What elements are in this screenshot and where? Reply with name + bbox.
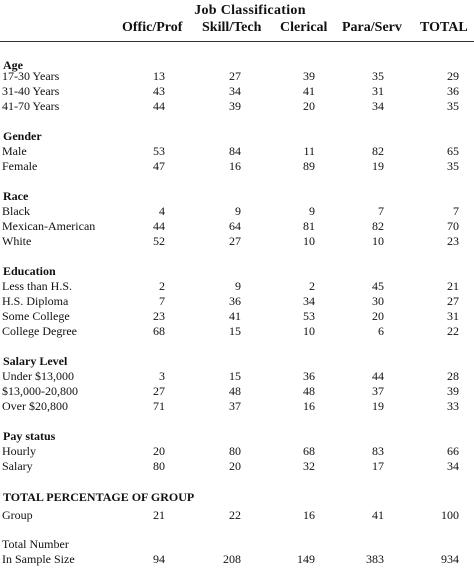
cell-skill-tech: 15	[229, 324, 241, 338]
cell-skill-tech: 16	[229, 159, 241, 173]
cell-total: 35	[447, 99, 459, 113]
cell-para-serv: 82	[372, 144, 384, 158]
row-label: Over $20,800	[2, 399, 68, 413]
cell-para-serv: 17	[372, 459, 384, 473]
cell-para-serv: 34	[372, 99, 384, 113]
cell-skill-tech: 208	[223, 552, 241, 566]
cell-offic-prof: 44	[153, 99, 165, 113]
cell-offic-prof: 20	[153, 444, 165, 458]
cell-offic-prof: 44	[153, 219, 165, 233]
cell-para-serv: 41	[372, 508, 384, 522]
column-header-clerical: Clerical	[280, 20, 328, 35]
cell-clerical: 2	[309, 279, 315, 293]
cell-total: 39	[447, 384, 459, 398]
table-row	[0, 84, 474, 100]
cell-total: 66	[447, 444, 459, 458]
table-title: Job Classification	[194, 3, 306, 18]
cell-para-serv: 6	[378, 324, 384, 338]
cell-clerical: 9	[309, 204, 315, 218]
row-label: 17-30 Years	[2, 69, 60, 83]
cell-para-serv: 31	[372, 84, 384, 98]
cell-offic-prof: 71	[153, 399, 165, 413]
cell-total: 29	[447, 69, 459, 83]
cell-skill-tech: 39	[229, 99, 241, 113]
cell-clerical: 16	[303, 508, 315, 522]
cell-para-serv: 7	[378, 204, 384, 218]
cell-offic-prof: 2	[159, 279, 165, 293]
section-title-race: Race	[3, 189, 29, 203]
cell-offic-prof: 53	[153, 144, 165, 158]
table-row	[0, 294, 474, 310]
table-row	[0, 444, 474, 460]
cell-offic-prof: 13	[153, 69, 165, 83]
cell-total: 28	[447, 369, 459, 383]
column-header-total: TOTAL	[420, 20, 468, 35]
section-title-education: Education	[3, 264, 56, 278]
table-row	[0, 219, 474, 235]
cell-total: 23	[447, 234, 459, 248]
cell-para-serv: 30	[372, 294, 384, 308]
table-row	[0, 309, 474, 325]
column-header-para-serv: Para/Serv	[342, 20, 402, 35]
row-label: Black	[2, 204, 30, 218]
cell-total: 7	[453, 204, 459, 218]
cell-total: 34	[447, 459, 459, 473]
table-row	[0, 369, 474, 385]
cell-clerical: 81	[303, 219, 315, 233]
row-label: College Degree	[2, 324, 77, 338]
table-row	[0, 399, 474, 415]
cell-clerical: 11	[303, 144, 315, 158]
row-label: Mexican-American	[2, 219, 96, 233]
row-label: Hourly	[2, 444, 36, 458]
cell-total: 21	[447, 279, 459, 293]
cell-para-serv: 45	[372, 279, 384, 293]
table-row	[0, 279, 474, 295]
cell-total: 36	[447, 84, 459, 98]
cell-offic-prof: 52	[153, 234, 165, 248]
cell-para-serv: 19	[372, 399, 384, 413]
cell-skill-tech: 36	[229, 294, 241, 308]
cell-total: 70	[447, 219, 459, 233]
cell-total: 22	[447, 324, 459, 338]
cell-clerical: 41	[303, 84, 315, 98]
row-label: Under $13,000	[2, 369, 74, 383]
cell-total: 65	[447, 144, 459, 158]
cell-para-serv: 82	[372, 219, 384, 233]
cell-skill-tech: 37	[229, 399, 241, 413]
section-title-salary-level: Salary Level	[3, 354, 68, 368]
column-header-skill-tech: Skill/Tech	[202, 20, 262, 35]
cell-para-serv: 37	[372, 384, 384, 398]
cell-para-serv: 83	[372, 444, 384, 458]
cell-offic-prof: 68	[153, 324, 165, 338]
cell-offic-prof: 80	[153, 459, 165, 473]
row-label: Female	[2, 159, 38, 173]
row-label: 41-70 Years	[2, 99, 60, 113]
table-row	[0, 159, 474, 175]
row-label: Male	[2, 144, 27, 158]
cell-para-serv: 44	[372, 369, 384, 383]
cell-skill-tech: 20	[229, 459, 241, 473]
cell-clerical: 20	[303, 99, 315, 113]
cell-clerical: 39	[303, 69, 315, 83]
cell-clerical: 10	[303, 234, 315, 248]
cell-offic-prof: 23	[153, 309, 165, 323]
column-header-offic-prof: Offic/Prof	[122, 20, 183, 35]
header-rule	[0, 41, 474, 42]
row-label: Less than H.S.	[2, 279, 72, 293]
section-title-total-percentage: TOTAL PERCENTAGE OF GROUP	[3, 490, 195, 504]
cell-clerical: 149	[297, 552, 315, 566]
sample-label-line1: Total Number	[2, 537, 69, 551]
cell-offic-prof: 94	[153, 552, 165, 566]
table-row	[0, 234, 474, 250]
cell-clerical: 68	[303, 444, 315, 458]
cell-clerical: 10	[303, 324, 315, 338]
cell-clerical: 48	[303, 384, 315, 398]
row-label: H.S. Diploma	[2, 294, 69, 308]
cell-total: 934	[441, 552, 459, 566]
cell-skill-tech: 9	[235, 279, 241, 293]
row-label: Group	[2, 508, 33, 522]
cell-total: 31	[447, 309, 459, 323]
cell-para-serv: 383	[366, 552, 384, 566]
row-label: Salary	[2, 459, 33, 473]
section-title-age: Age	[3, 58, 23, 72]
cell-para-serv: 20	[372, 309, 384, 323]
cell-clerical: 16	[303, 399, 315, 413]
cell-skill-tech: 22	[229, 508, 241, 522]
table-row	[0, 69, 474, 85]
cell-total: 27	[447, 294, 459, 308]
cell-para-serv: 35	[372, 69, 384, 83]
cell-offic-prof: 43	[153, 84, 165, 98]
cell-clerical: 32	[303, 459, 315, 473]
section-title-pay-status: Pay status	[3, 429, 56, 443]
cell-skill-tech: 80	[229, 444, 241, 458]
cell-clerical: 36	[303, 369, 315, 383]
table-row	[0, 384, 474, 400]
cell-skill-tech: 64	[229, 219, 241, 233]
cell-offic-prof: 27	[153, 384, 165, 398]
cell-total: 35	[447, 159, 459, 173]
cell-skill-tech: 84	[229, 144, 241, 158]
cell-skill-tech: 27	[229, 234, 241, 248]
cell-offic-prof: 4	[159, 204, 165, 218]
row-label: Some College	[2, 309, 70, 323]
row-label: $13,000-20,800	[2, 384, 78, 398]
cell-clerical: 34	[303, 294, 315, 308]
cell-skill-tech: 9	[235, 204, 241, 218]
row-label: White	[2, 234, 32, 248]
cell-offic-prof: 47	[153, 159, 165, 173]
cell-total: 100	[441, 508, 459, 522]
cell-total: 33	[447, 399, 459, 413]
table-row	[0, 552, 474, 568]
table-row	[0, 204, 474, 220]
table-row	[0, 144, 474, 160]
table-row	[0, 99, 474, 115]
table-row	[0, 324, 474, 340]
row-label: 31-40 Years	[2, 84, 60, 98]
cell-offic-prof: 21	[153, 508, 165, 522]
cell-clerical: 53	[303, 309, 315, 323]
cell-skill-tech: 41	[229, 309, 241, 323]
cell-offic-prof: 7	[159, 294, 165, 308]
cell-para-serv: 19	[372, 159, 384, 173]
cell-skill-tech: 15	[229, 369, 241, 383]
table-row	[0, 508, 474, 524]
table-row	[0, 459, 474, 475]
cell-para-serv: 10	[372, 234, 384, 248]
cell-skill-tech: 27	[229, 69, 241, 83]
column-header-row	[0, 20, 474, 38]
cell-offic-prof: 3	[159, 369, 165, 383]
cell-skill-tech: 34	[229, 84, 241, 98]
cell-skill-tech: 48	[229, 384, 241, 398]
cell-clerical: 89	[303, 159, 315, 173]
section-title-gender: Gender	[3, 129, 42, 143]
row-label: In Sample Size	[2, 552, 75, 566]
